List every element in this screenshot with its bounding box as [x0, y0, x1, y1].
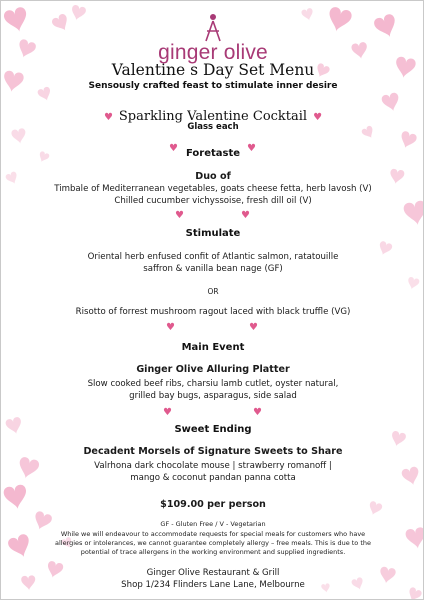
heart-icon: ♥ — [175, 210, 184, 221]
menu-item-line: Timbale of Mediterranean vegetables, goats cheese fetta, herb lavosh (V) — [54, 184, 372, 194]
logo-figure-icon — [1, 11, 424, 45]
menu-tagline: Sensously crafted feast to stimulate inner desire — [88, 81, 338, 91]
menu-item-line: grilled bay bugs, asparagus, side salad — [129, 391, 297, 401]
menu-item-line: mango & coconut pandan panna cotta — [130, 473, 296, 483]
restaurant-name: Ginger Olive Restaurant & Grill — [146, 568, 280, 578]
section-heading-foretaste: Foretaste — [185, 148, 241, 159]
cocktail-note: Glass each — [187, 122, 239, 132]
heart-icon: ♥ — [241, 210, 250, 221]
dietary-legend: GF - Gluten Free / V - Vegetarian — [160, 520, 266, 528]
cocktail-name: Sparkling Valentine Cocktail — [118, 109, 308, 124]
or-separator: OR — [207, 287, 219, 296]
menu-title: Valentine s Day Set Menu — [111, 61, 315, 79]
disclaimer-line: potential of trace allergens in the working environment and supplied ingredients. — [80, 548, 346, 556]
menu-item-line: saffron & vanilla bean nage (GF) — [143, 264, 283, 274]
heart-icon: ♥ — [103, 112, 113, 123]
price: $109.00 per person — [160, 499, 266, 510]
menu-item-line: Oriental herb enfused confit of Atlantic salmon, ratatouille — [87, 252, 339, 262]
heart-icon: ♥ — [313, 112, 323, 123]
heart-icon: ♥ — [163, 407, 172, 418]
heart-icon: ♥ — [253, 407, 262, 418]
restaurant-address: Shop 1/234 Flinders Lane Lane, Melbourne — [121, 580, 305, 590]
section-heading-stimulate: Stimulate — [185, 228, 241, 239]
menu-item-line: Slow cooked beef ribs, charsiu lamb cutlet, oyster natural, — [87, 379, 339, 389]
disclaimer-line: While we will endeavour to accommodate requests for special meals for customers who have — [60, 530, 366, 538]
brand-logo-text: ginger olive — [158, 41, 268, 64]
heart-icon: ♥ — [249, 322, 258, 333]
menu-item-line: Risotto of forrest mushroom ragout laced with black truffle (VG) — [75, 307, 351, 317]
disclaimer-line: allergies or intolerances, we cannot guarantee completely allergy – free meals. This is due to the — [54, 539, 372, 547]
heart-icon: ♥ — [247, 143, 256, 154]
foretaste-subheading: Duo of — [195, 171, 231, 182]
section-heading-sweet-ending: Sweet Ending — [174, 424, 252, 435]
main-event-subheading: Ginger Olive Alluring Platter — [136, 364, 290, 375]
sweet-ending-subheading: Decadent Morsels of Signature Sweets to Share — [83, 446, 343, 457]
menu-item-line: Valrhona dark chocolate mouse | strawberry romanoff | — [94, 461, 332, 471]
section-heading-main-event: Main Event — [181, 342, 245, 353]
heart-icon: ♥ — [166, 322, 175, 333]
menu-item-line: Chilled cucumber vichyssoise, fresh dill oil (V) — [114, 196, 312, 206]
heart-icon: ♥ — [169, 143, 178, 154]
